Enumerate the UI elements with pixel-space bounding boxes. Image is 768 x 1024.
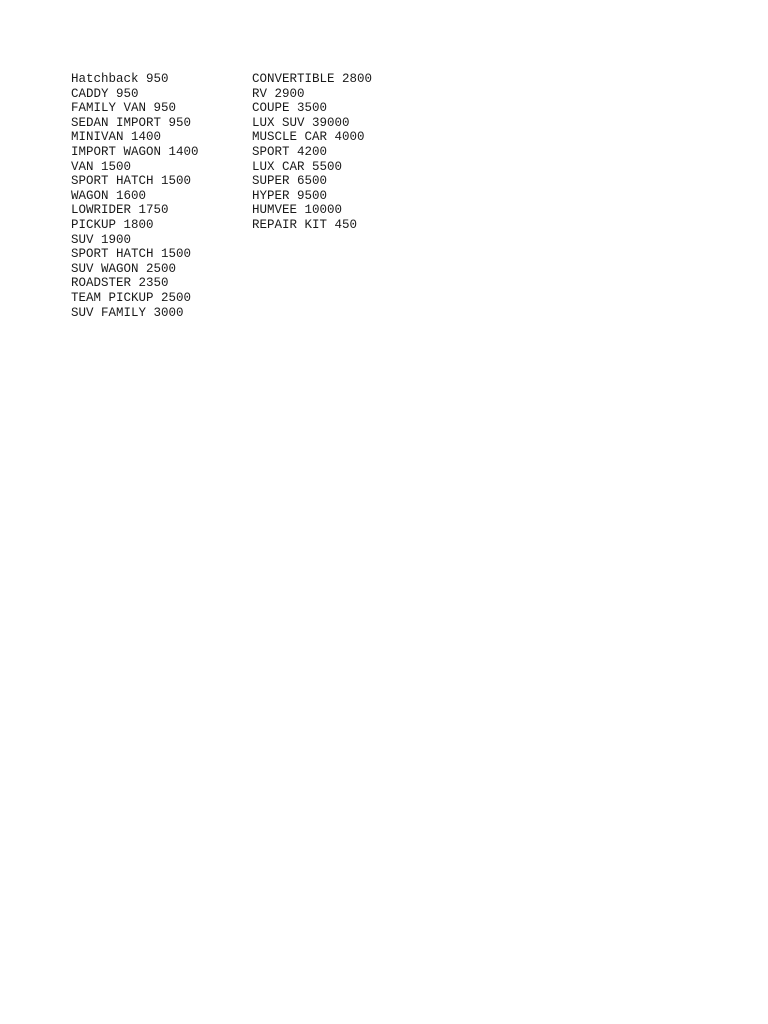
- list-item: RV 2900: [252, 86, 305, 101]
- list-item: WAGON 1600: [71, 188, 147, 203]
- list-item: REPAIR KIT 450: [252, 217, 358, 232]
- list-item: ROADSTER 2350: [71, 276, 169, 291]
- list-item: LUX SUV 39000: [252, 115, 350, 130]
- list-item: SUV WAGON 2500: [71, 261, 177, 276]
- list-item: CONVERTIBLE 2800: [252, 72, 373, 86]
- list-item: SUPER 6500: [252, 174, 328, 189]
- price-list-left-column: [71, 72, 199, 320]
- list-item: HUMVEE 10000: [252, 203, 343, 218]
- list-item: HYPER 9500: [252, 188, 328, 203]
- list-item: SUV 1900: [71, 232, 132, 247]
- list-item: MINIVAN 1400: [71, 130, 162, 145]
- list-item: IMPORT WAGON 1400: [71, 144, 199, 159]
- list-item: SPORT HATCH 1500: [71, 247, 192, 262]
- list-item: TEAM PICKUP 2500: [71, 290, 192, 305]
- list-item: LOWRIDER 1750: [71, 203, 169, 218]
- list-item: VAN 1500: [71, 159, 132, 174]
- list-item: COUPE 3500: [252, 101, 328, 116]
- price-list-right-column: [252, 72, 372, 233]
- list-item: PICKUP 1800: [71, 217, 154, 232]
- list-item: FAMILY VAN 950: [71, 101, 177, 116]
- list-item: CADDY 950: [71, 86, 139, 101]
- list-item: SPORT 4200: [252, 144, 328, 159]
- list-item: SUV FAMILY 3000: [71, 305, 184, 320]
- list-item: MUSCLE CAR 4000: [252, 130, 365, 145]
- list-item: LUX CAR 5500: [252, 159, 343, 174]
- list-item: Hatchback 950: [71, 72, 169, 86]
- list-item: SPORT HATCH 1500: [71, 174, 192, 189]
- list-item: SEDAN IMPORT 950: [71, 115, 192, 130]
